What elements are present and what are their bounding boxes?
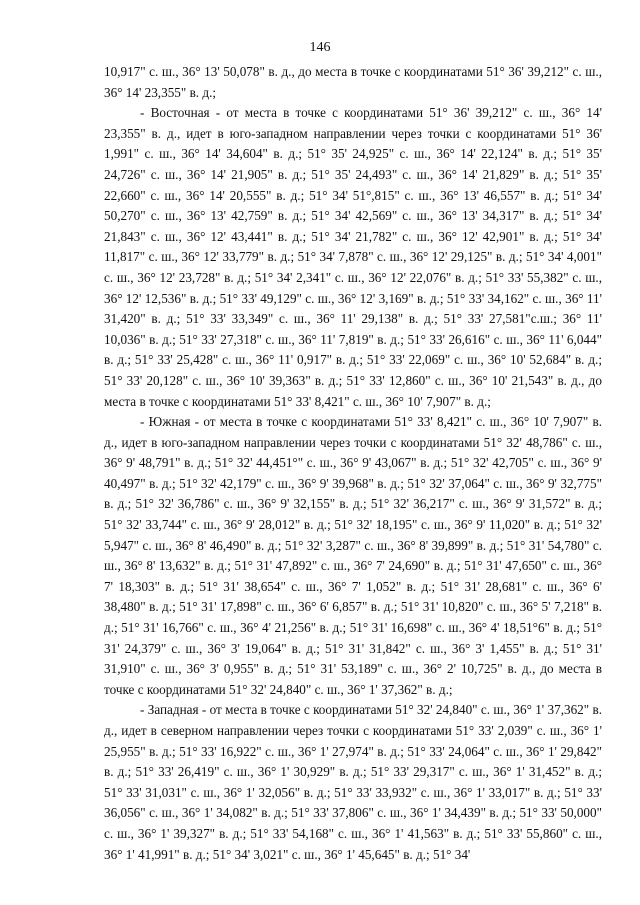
page-number: 146 <box>309 40 331 55</box>
paragraph-west-boundary: - Западная - от места в точке с координатами 51° 32' 24,840" с. ш., 36° 1' 37,362" в. д., идет в северном направлении через точки с координатами 51° 33' 2,039" с. ш., 36° 1' 25,955" в. д.; 51° 33' 16,922" с. ш., 36° 1' 27,974" в. д.; 51° 33' 24,064" с. ш., 36° 1' 29,842" в. д.; 51° 33' 26,419" с. ш., 36° 1' 30,929" в. д.; 51° 33' 29,317" с. ш., 36° 1' 31,452" в. д.; 51° 33' 31,031" с. ш., 36° 1' 32,056" в. д.; 51° 33' 33,932" с. ш., 36° 1' 33,017" в. д.; 51° 33' 36,056" с. ш., 36° 1' 34,082" в. д.; 51° 33' 37,806" с. ш., 36° 1' 34,439" в. д.; 51° 33' 50,000" с. ш., 36° 1' 39,327" в. д.; 51° 33' 54,168" с. ш., 36° 1' 41,563" в. д.; 51° 33' 55,860" с. ш., 36° 1' 41,991" в. д.; 51° 34' 3,021" с. ш., 36° 1' 45,645" в. д.; 51° 34' <box>104 702 602 862</box>
paragraph-east-boundary: - Восточная - от места в точке с координатами 51° 36' 39,212" с. ш., 36° 14' 23,355" в. д., идет в юго-западном направлении через точки с координатами 51° 36' 1,991" с. ш., 36° 14' 34,604" в. д.; 51° 35' 24,925" с. ш., 36° 14' 22,124" в. д.; 51° 35' 24,726" с. ш., 36° 14' 21,905" в. д.; 51° 35' 24,493" с. ш., 36° 14' 21,829" в. д.; 51° 35' 22,660" с. ш., 36° 14' 20,555" в. д.; 51° 34' 51°,815" с. ш., 36° 13' 46,557" в. д.; 51° 34' 50,270" с. ш., 36° 13' 42,759" в. д.; 51° 34' 42,569" с. ш., 36° 13' 34,317" в. д.; 51° 34' 21,843" с. ш., 36° 12' 43,441" в. д.; 51° 34' 21,782" с. ш., 36° 12' 42,901" в. д.; 51° 34' 11,817" с. ш., 36° 12' 33,779" в. д.; 51° 34' 7,878" с. ш., 36° 12' 29,125" в. д.; 51° 34' 4,001" с. ш., 36° 12' 23,728" в. д.; 51° 34' 2,341" с. ш., 36° 12' 22,076" в. д.; 51° 33' 55,382" с. ш., 36° 12' 12,536" в. д.; 51° 33' 49,129" с. ш., 36° 12' 3,169" в. д.; 51° 33' 34,162" с. ш., 36° 11' 31,420" в. д.; 51° 33' 33,349" с. ш., 36° 11' 29,138" в. д.; 51° 33' 27,581"с.ш.; 36° 11' 10,036" в. д.; 51° 33' 27,318" с. ш., 36° 11' 7,819" в. д.; 51° 33' 26,616" с. ш., 36° 11' 6,044" в. д.; 51° 33' 25,428" с. ш., 36° 11' 0,917" в. д.; 51° 33' 22,069" с. ш., 36° 10' 52,684" в. д.; 51° 33' 20,128" с. ш., 36° 10' 39,363" в. д.; 51° 33' 12,860" с. ш., 36° 10' 21,543" в. д., до места в точке с координатами 51° 33' 8,421" с. ш., 36° 10' 7,907" в. д.; <box>104 105 602 409</box>
paragraph-south-boundary: - Южная - от места в точке с координатами 51° 33' 8,421" с. ш., 36° 10' 7,907" в. д., идет в юго-западном направлении через точки с координатами 51° 32' 48,786" с. ш., 36° 9' 48,791" в. д.; 51° 32' 44,451°" с. ш., 36° 9' 43,067" в. д.; 51° 32' 42,705" с. ш., 36° 9' 40,497" в. д.; 51° 32' 42,179" с. ш., 36° 9' 39,968" в. д.; 51° 32' 37,064" с. ш., 36° 9' 32,775" в. д.; 51° 32' 36,786" с. ш., 36° 9' 32,155" в. д.; 51° 32' 36,217" с. ш., 36° 9' 31,572" в. д.; 51° 32' 33,744" с. ш., 36° 9' 28,012" в. д.; 51° 32' 18,195" с. ш., 36° 9' 11,020" в. д.; 51° 32' 5,947" с. ш., 36° 8' 46,490" в. д.; 51° 32' 3,287" с. ш., 36° 8' 39,899" в. д.; 51° 31' 54,780" с. ш., 36° 8' 13,632" в. д.; 51° 31' 47,892" с. ш., 36° 7' 24,690" в. д.; 51° 31' 47,650" с. ш., 36° 7' 18,303" в. д.; 51° 31' 38,654" с. ш., 36° 7' 1,052" в. д.; 51° 31' 28,681" с. ш., 36° 6' 38,480" в. д.; 51° 31' 17,898" с. ш., 36° 6' 6,857" в. д.; 51° 31' 10,820" с. ш., 36° 5' 7,218" в. д.; 51° 31' 16,766" с. ш., 36° 4' 21,256" в. д.; 51° 31' 16,698" с. ш., 36° 4' 18,51°6" в. д.; 51° 31' 24,379" с. ш., 36° 3' 19,064" в. д.; 51° 31' 31,842" с. ш., 36° 3' 1,455" в. д.; 51° 31' 31,910" с. ш., 36° 3' 0,955" в. д.; 51° 31' 53,189" с. ш., 36° 2' 10,725" в. д., до места в точке с координатами 51° 32' 24,840" с. ш., 36° 1' 37,362" в. д.; <box>104 414 602 697</box>
document-body <box>104 62 602 865</box>
paragraph-continuation: 10,917" с. ш., 36° 13' 50,078" в. д., до места в точке с координатами 51° 36' 39,212" с. ш., 36° 14' 23,355" в. д.; <box>104 64 602 100</box>
